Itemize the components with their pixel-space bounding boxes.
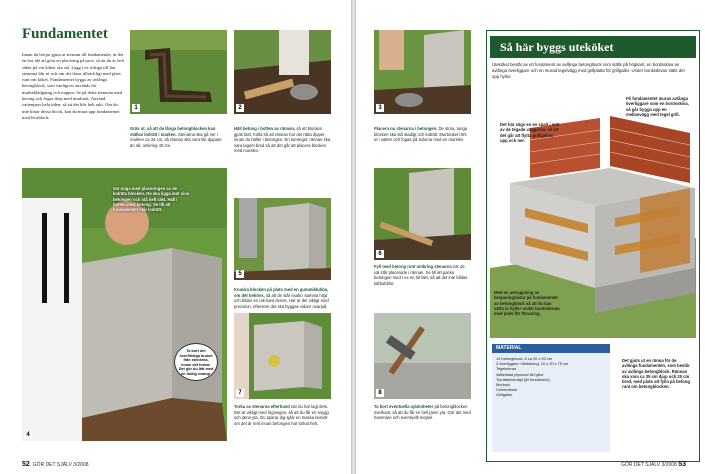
magazine-name: GÖR DET SJÄLV 3/2008: [621, 462, 677, 468]
step-text: De ska ligga mot sina betongen och stå helt rakt. Häll i botten med betong. Se till att fundamentet står lodrätt.: [113, 191, 190, 213]
step-lead: Ta bort eventuella ojämnheter: [374, 404, 434, 409]
step-text: Stenarna ska gå ner i marken ca 34 cm, så rännan ska vara lite djupare än så, omkring 40 cm.: [130, 131, 222, 148]
material-item: Vattenfast plywood till hyllor: [496, 371, 544, 377]
step-number: 5: [236, 270, 244, 278]
step-photo-2: [234, 30, 331, 114]
material-item: 3 överliggare i lättbetong, 10 x 20 x 75 cm: [496, 361, 569, 367]
materials-list: [492, 356, 610, 398]
step-number: 2: [236, 104, 244, 112]
step-number: 3: [376, 104, 384, 112]
step-number: 6: [376, 250, 384, 258]
step-photo-8: [374, 313, 471, 399]
page-number: 53: [678, 461, 686, 468]
step-photo-6: [374, 168, 471, 260]
callout-countertop: På fundamentet muras avlånga överliggare som en bordsskiva, så går bygga upp en mellanvägg med tegel grill.: [626, 96, 689, 117]
tip-bubble: Ta bort det överflödiga bruket från stenarna, innan det torkar. Det gör du lätt med en fuktig svamp.: [174, 343, 218, 381]
step-lead: Häll betong i botten av rännan,: [234, 126, 296, 131]
step-photo-1: [130, 30, 227, 114]
step-lead: Var noga med placeringen av de lodräta blocken.: [113, 186, 177, 197]
step-text: när du har lagt dem. Det är viktigt med fogningen, så att du får en snygg och jämn yta. Du sparar dig själv en massa besvär om det är rent innan betongen har torkat helt.: [234, 404, 329, 426]
materials-heading: MATERIAL: [492, 344, 610, 353]
step-lead: Gräv ut, så att de långa betongblocken kan ställas lodrätt i marken.: [130, 126, 216, 137]
step-caption-5: [234, 287, 331, 309]
intro-text: Innan du börjar gjuta ut stensun till fundamentet, är det en bra idé att göra en placering på prov, så att du är helt säker på var köket ska stå. Lägg t ex rörliga till hur stenarna blir ut och om det finns tillräckligt med plats runt om köket. Fundamentet byggs av avlånga betongblock, som vanligtvis används för murbeklädgning och trappor. Se på detta stenarna med betong och fogas ihop med murbruk. Använd vattenpass hela tiden, så att det blir helt rakt. Om du inte hittar dessa block, kan du mura upp fundamentet med lecablock.: [22, 52, 124, 120]
step-number: 8: [376, 389, 384, 397]
material-item: 14 betongblock, 6 ca 20 x 90 cm: [496, 356, 553, 361]
step-caption-8: [374, 404, 471, 421]
step-number: 7: [236, 389, 244, 397]
material-item: Tegelstenar: [496, 366, 517, 372]
step-caption-3: [374, 126, 471, 143]
step-number: 4: [24, 431, 32, 439]
step-text: De stora, tunga blocken ska stå stadigt och lodrätt. Murbruket rörs ut i vatten och fogas på sidorna med en murslev.: [374, 126, 468, 143]
callout-grill-slot: Det här sägs en en spalt i mitt av de tegade väggarna, så att det går att flytta grillgallret upp och ner.: [500, 122, 560, 143]
step-caption-2: [234, 126, 331, 154]
material-item: Murbruk: [496, 382, 511, 388]
infobox-title: Så här byggs uteköket: [490, 36, 696, 58]
right-page: [356, 0, 705, 474]
step-lead: Placera nu stenarna i betongen.: [374, 126, 438, 131]
materials-box: [492, 344, 610, 452]
step-caption-7: [234, 404, 331, 426]
step-lead: Knacka blocken på plats med en gummiklubba, om det behövs,: [234, 287, 329, 298]
page-number: 52: [22, 461, 30, 468]
step-photo-7: [234, 313, 331, 399]
footer-right: [621, 461, 689, 468]
step-photo-3: [374, 30, 471, 114]
material-item: Tumfabriceratpl (till fundament): [496, 376, 550, 382]
step-text: på betongblocken överkant, så att du får en helt jämn yta. Gör det med hammare och eventuellt mejsel.: [374, 404, 471, 421]
page-title: Fundamentet: [22, 26, 108, 42]
magazine-name: GÖR DET SJÄLV 3/2008: [32, 462, 89, 468]
step-number: 1: [132, 104, 140, 112]
step-photo-5: [234, 198, 331, 280]
callout-foundation: Det gjuts ut en ränna för de avlånga fundamenten, som består av avlånga betongblock. Rännan ska vara ca 35 cm djup och 20 cm bred, med plats att fylla på betong runt om betongblocken.: [622, 358, 690, 390]
step-lead: Fyll med betong runt omkring stenarna: [374, 264, 452, 269]
infobox-intro: Uteköket består av ett fundament av avlånga betongblock som ställs på högkant, en bordsskiva av avlånga överliggare och en murad tegelvägg med grillplatta för grillgaller. Under bordsskivan sätts det upp hyllor.: [492, 62, 685, 79]
step-caption-4: [113, 186, 191, 212]
step-text: så att de står exakt i samma höjd och bildar en rak kant överst. Här är det viktigt med precision, eftersom det ska byggas vidare ovanpå.: [234, 292, 329, 309]
step-caption-6: [374, 264, 471, 286]
left-page: [0, 0, 351, 474]
material-item: Grillgaller: [496, 392, 513, 398]
step-caption-1: [130, 126, 227, 148]
infobox-column: [486, 0, 705, 474]
callout-shelves: Med en avtrappning av besparingsbitar på fundamentet av betongblock så att du kan sätta in hyllor under bordsskivan med plats för förvaring.: [494, 290, 560, 317]
step-text: när de väl står placerade i rännan. Se till att packa betongen med t ex en bit läkt, så att det inte bildas luftbubblor.: [374, 264, 468, 286]
footer-left: [22, 461, 88, 468]
material-item: Cementbruk: [496, 387, 518, 393]
step-lead: Torka av stenarna efterhand: [234, 404, 290, 409]
step-text: så att blocken gjuts fast. Kolla så att rännan har det rätta djupet innan du häller i betongen. En tumregel: rännan ska vara lagom bred så att det går att placera blocken med murslev.: [234, 126, 331, 154]
